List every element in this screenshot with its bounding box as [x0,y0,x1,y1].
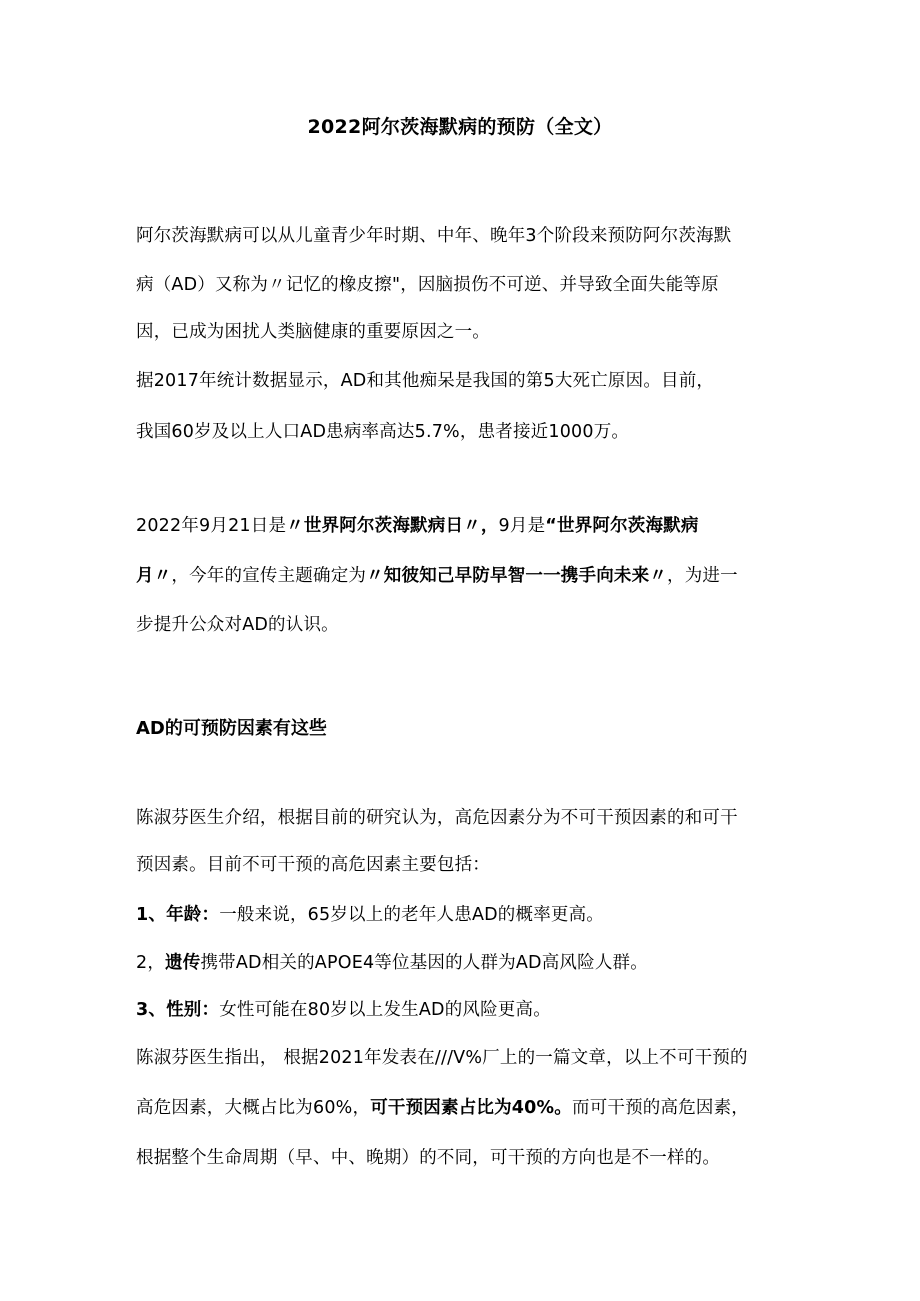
intro-line-2: 病（AD）又称为〃记忆的橡皮擦"，因脑损伤不可逆、并导致全面失能等原 [136,275,719,295]
factor-item-age [136,903,604,927]
factor-genetics-label: 遗传 [165,953,201,973]
factor-item-gender [136,998,551,1022]
factors-para-line-2 [136,1096,749,1120]
modifiable-share-text: 可干预因素占比为40%。 [370,1098,572,1118]
world-ad-month-text: “世界阿尔茨海默病 [545,516,699,536]
factors-para-line-3: 根据整个生命周期（早、中、晚期）的不同，可干预的方向也是不一样的。 [136,1148,721,1168]
factor-age-label: 1、年龄： [136,905,220,925]
factor-item-genetics [136,951,648,975]
awareness-month-text: 9月是 [498,516,546,536]
factor-genetics-text: 携带AD相关的APOE4等位基因的人群为AD高风险人群。 [200,953,648,973]
world-ad-month-end-text: 月〃 [136,566,172,586]
factor-age-text: 一般来说，65岁以上的老年人患AD的概率更高。 [219,905,605,925]
factor-gender-text: 女性可能在80岁以上发生AD的风险更高。 [219,1000,551,1020]
intro-line-1: 阿尔茨海默病可以从儿童青少年时期、中年、晚年3个阶段来预防阿尔茨海默 [136,226,732,246]
factors-intro-line-1: 陈淑芬医生介绍，根据目前的研究认为，高危因素分为不可干预因素的和可干 [136,808,738,828]
modifiable-intro-text: 而可干预的高危因素， [572,1098,749,1118]
world-ad-day-text: 〃世界阿尔茨海默病日〃， [286,516,499,536]
intro-line-5: 我国60岁及以上人口AD患病率高达5.7%，患者接近1000万。 [136,422,630,442]
awareness-line-1 [136,514,699,538]
theme-after-text: ，为进一 [667,566,738,586]
factors-intro-line-2: 预因素。目前不可干预的高危因素主要包括： [136,855,490,875]
factor-gender-label: 3、性别： [136,1000,220,1020]
intro-line-4: 据2017年统计数据显示，AD和其他痴呆是我国的第5大死亡原因。目前， [136,371,715,391]
document-title: 2022阿尔茨海默病的预防（全文） [307,116,613,138]
awareness-date-text: 2022年9月21日是 [136,516,287,536]
theme-intro-text: ，今年的宣传主题确定为 [171,566,367,586]
awareness-line-2 [136,564,738,588]
factor-genetics-number: 2， [136,953,166,973]
awareness-line-3: 步提升公众对AD的认识。 [136,615,339,635]
section-heading: AD的可预防因素有这些 [136,718,327,739]
factors-para-line-1: 陈淑芬医生指出， 根据2021年发表在///V%厂上的一篇文章，以上不可干预的 [136,1048,748,1068]
non-modifiable-share-text: 高危因素，大概占比为60%， [136,1098,371,1118]
theme-text: 〃知彼知己早防早智一一携手向未来〃 [366,566,668,586]
intro-line-3: 因，已成为困扰人类脑健康的重要原因之一。 [136,322,490,342]
